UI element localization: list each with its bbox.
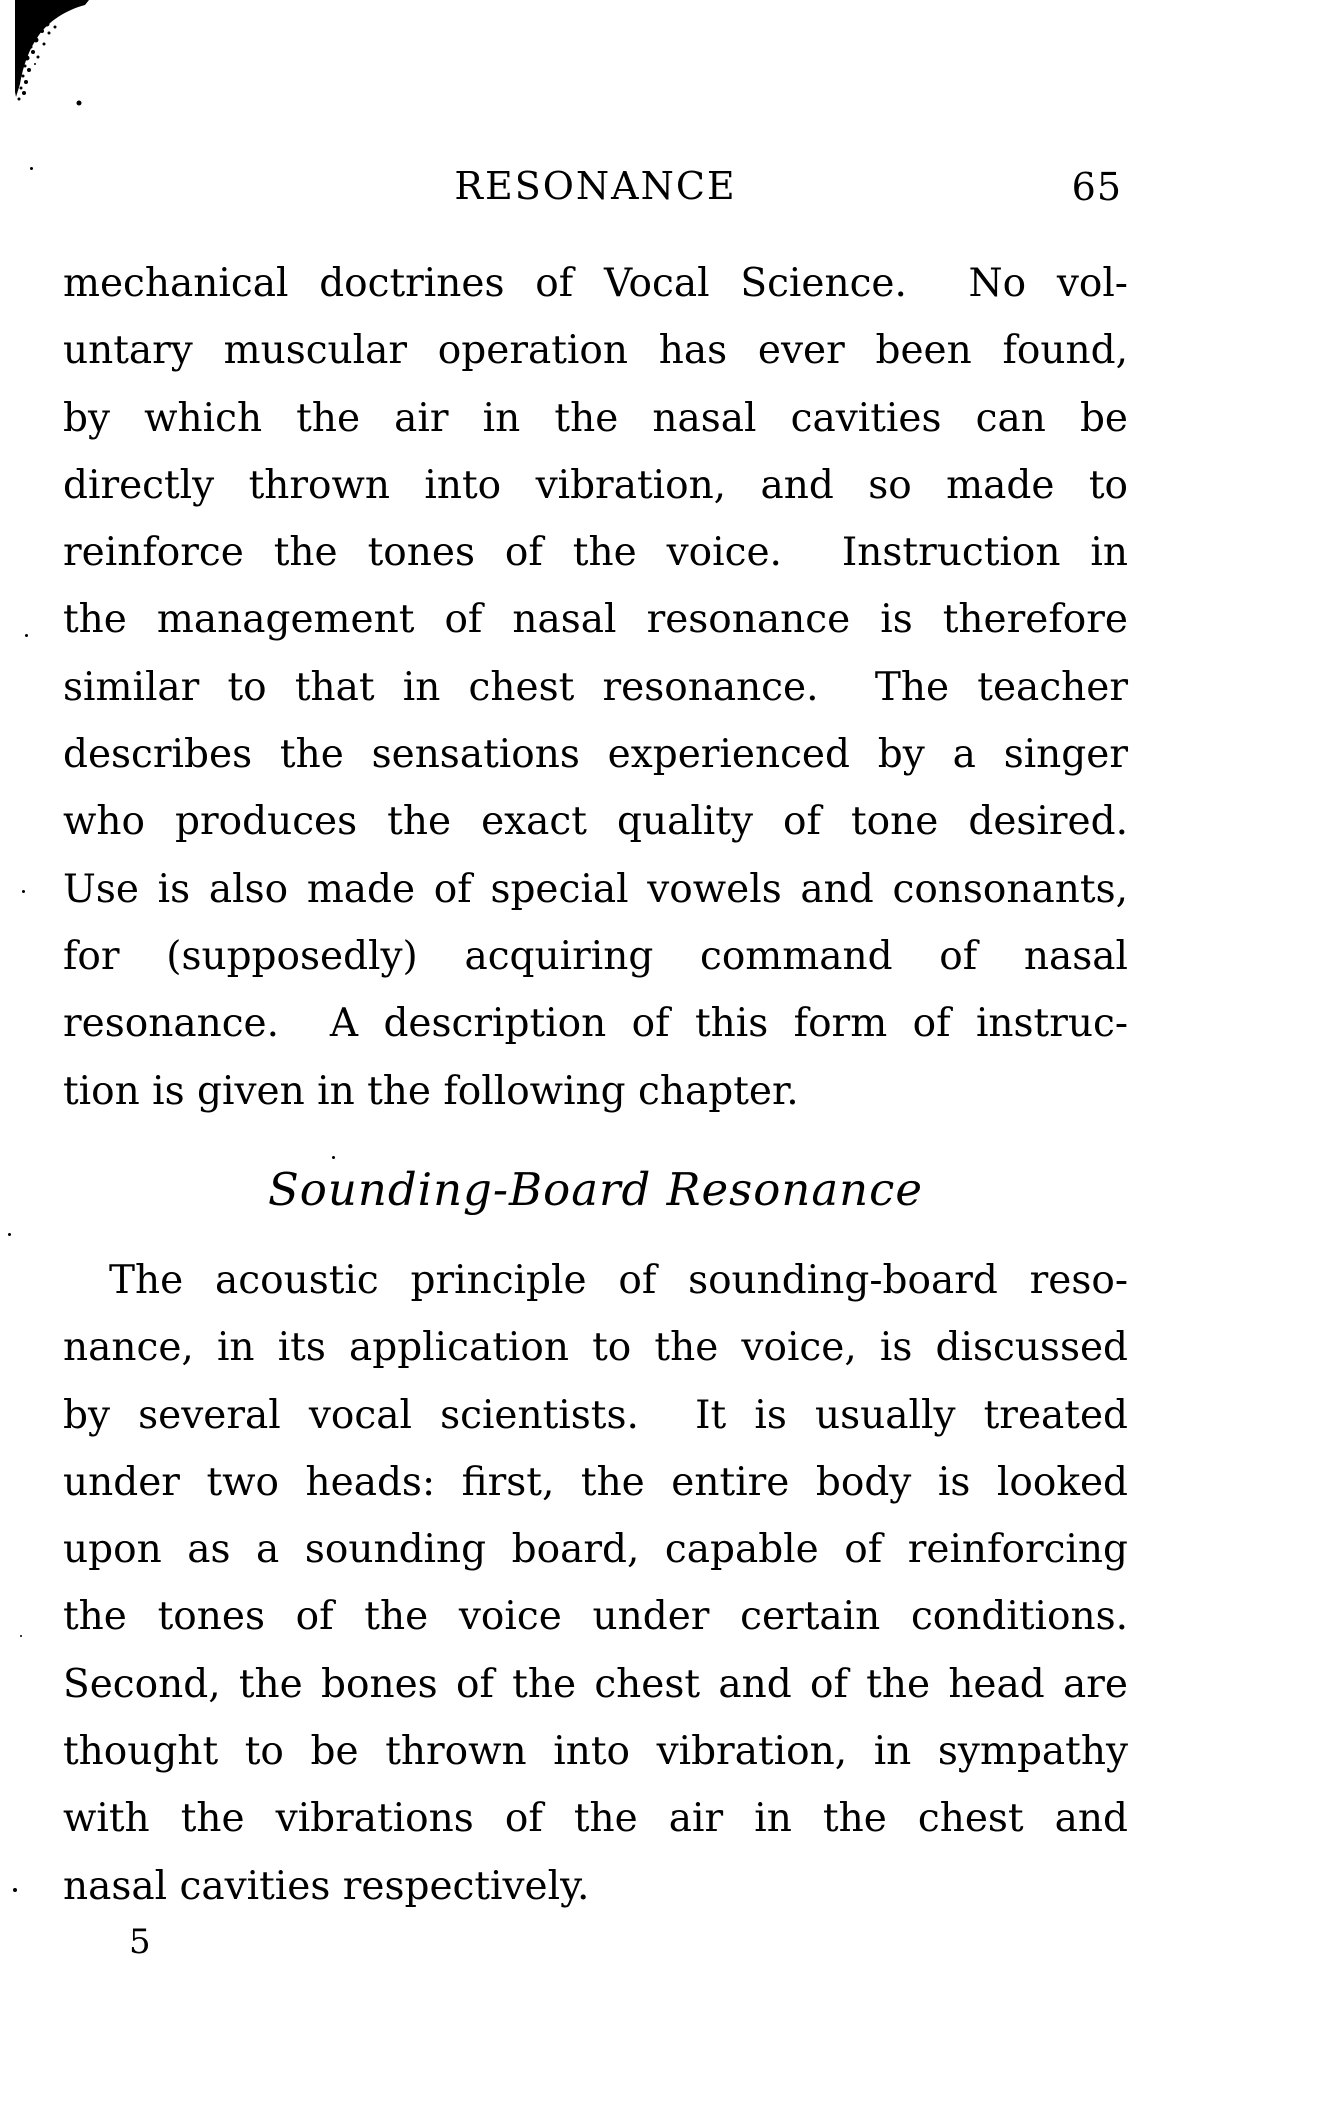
scan-speck (8, 1233, 11, 1236)
text-line: tion is given in the following chapter. (63, 1068, 799, 1114)
text-line: with the vibrations of the air in the chest and (63, 1796, 1128, 1842)
text-column (63, 0, 1128, 2122)
scan-speck (30, 167, 33, 170)
text-line: The acoustic principle of sounding-board reso- (109, 1258, 1128, 1303)
text-line: mechanical doctrines of Vocal Science. No vol- (63, 261, 1128, 306)
text-line: upon as a sounding board, capable of reinforcing (63, 1527, 1128, 1573)
page-number: 65 (1071, 165, 1122, 209)
text-line: Use is also made of special vowels and consonants, (63, 866, 1128, 912)
text-line: resonance. A description of this form of instruc- (63, 1001, 1128, 1047)
paragraph-sounding-board (63, 1247, 1128, 1920)
text-line: by several vocal scientists. It is usually treated (63, 1392, 1128, 1438)
text-line: untary muscular operation has ever been found, (63, 328, 1128, 374)
scan-speck (25, 634, 28, 637)
text-line: the tones of the voice under certain conditions. (63, 1594, 1128, 1640)
text-line: describes the sensations experienced by a singer (63, 732, 1128, 778)
text-line: nance, in its application to the voice, is discussed (63, 1325, 1128, 1371)
text-line: who produces the exact quality of tone desired. (63, 799, 1128, 845)
text-line: Second, the bones of the chest and of the head are (63, 1661, 1128, 1707)
paragraph-nasal-resonance (63, 250, 1128, 1125)
text-line: directly thrown into vibration, and so made to (63, 462, 1128, 508)
text-line: nasal cavities respectively. (63, 1863, 590, 1909)
text-line: thought to be thrown into vibration, in sympathy (63, 1729, 1128, 1775)
scan-speck (22, 890, 25, 893)
text-line: under two heads: first, the entire body is looked (63, 1459, 1128, 1505)
text-line: similar to that in chest resonance. The teacher (63, 664, 1128, 710)
signature-mark: 5 (129, 1922, 151, 1962)
chapter-running-title: RESONANCE (454, 164, 737, 208)
section-heading: Sounding-Board Resonance (267, 1163, 923, 1216)
text-line: the management of nasal resonance is therefore (63, 597, 1128, 643)
scan-speck (13, 1888, 17, 1892)
text-line: for (supposedly) acquiring command of nasal (63, 933, 1128, 979)
running-header (63, 164, 1128, 208)
text-line: by which the air in the nasal cavities can be (63, 395, 1128, 441)
text-line: reinforce the tones of the voice. Instruction in (63, 530, 1128, 576)
scan-speck (20, 1635, 22, 1637)
